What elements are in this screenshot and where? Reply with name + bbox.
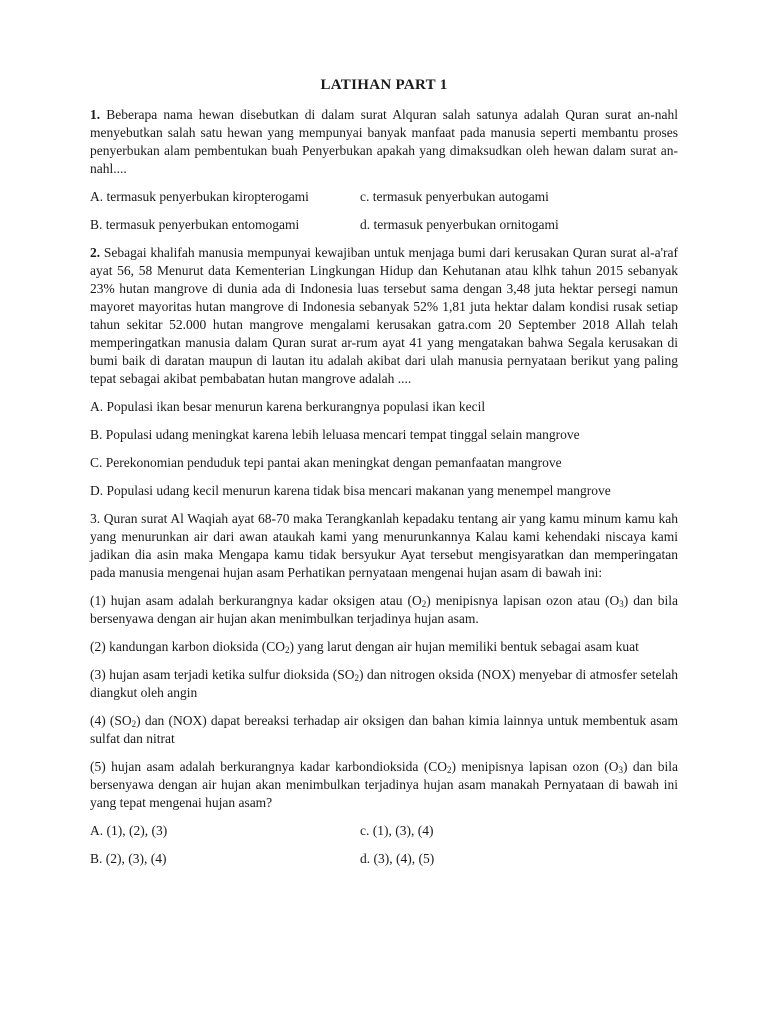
statement-4-part-a: (4) (SO <box>90 713 132 728</box>
q2-option-c: C. Perekonomian penduduk tepi pantai akan meningkat dengan pemanfaatan mangrove <box>90 455 562 470</box>
statement-5-part-b: ) menipisnya lapisan ozon (O <box>451 759 619 774</box>
statement-4 <box>90 712 678 748</box>
statement-5-part-a: (5) hujan asam adalah berkurangnya kadar karbondioksida (CO <box>90 759 448 774</box>
statement-3-part-a: (3) hujan asam terjadi ketika sulfur dioksida (SO <box>90 667 355 682</box>
q3-option-a: A. (1), (2), (3) <box>90 823 168 838</box>
statement-2-part-b: ) yang larut dengan air hujan memiliki bentuk sebagai asam kuat <box>289 639 639 654</box>
question-2 <box>90 244 678 388</box>
statement-3-sub-1: 2 <box>354 673 360 683</box>
statement-5-sub-2: 3 <box>618 765 624 775</box>
q2-option-d: D. Populasi udang kecil menurun karena tidak bisa mencari makanan yang menempel mangrove <box>90 483 611 498</box>
q3-option-b: B. (2), (3), (4) <box>90 851 167 866</box>
statement-1-sub-2: 3 <box>619 599 624 609</box>
statement-5-part-c: ) dan bila bersenyawa dengan air hujan akan menimbulkan terjadinya hujan asam manakah Pernyataan di bawah ini yang tepat mengenai hujan asam? <box>90 759 679 810</box>
question-1-number: 1. <box>90 107 101 122</box>
q1-option-c: c. termasuk penyerbukan autogami <box>360 189 549 204</box>
q3-option-d: d. (3), (4), (5) <box>360 851 435 866</box>
statement-3 <box>90 666 678 702</box>
statement-2-part-a: (2) kandungan karbon dioksida (CO <box>90 639 285 654</box>
q1-option-b: B. termasuk penyerbukan entomogami <box>90 217 300 232</box>
question-3: 3. Quran surat Al Waqiah ayat 68-70 maka Terangkanlah kepadaku tentang air yang kamu minum kamu kah yang menurunkan air dari awan ataukah kami yang menurunkannya Kalau kami kehendaki niscaya kami jadikan dia asin maka Mengapa kamu tidak bersyukur Ayat tersebut mengisyaratkan dan memperingatan pada manusia mengenai hujan asam Perhatikan pernyataan mengenai hujan asam di bawah ini: <box>90 511 678 580</box>
statement-3-part-b: ) dan nitrogen oksida (NOX) menyebar di atmosfer setelah diangkut oleh angin <box>90 667 678 700</box>
statement-1 <box>90 592 678 628</box>
question-2-number: 2. <box>90 245 101 260</box>
question-1-text: Beberapa nama hewan disebutkan di dalam surat Alquran salah satunya adalah Quran surat an-nahl menyebutkan salah satu hewan yang mempunyai banyak manfaat pada manusia seperti membantu proses penyerbukan alam pembentukan buah Penyerbukan apakah yang dimaksudkan oleh hewan dalam surat an-nahl.... <box>90 107 678 176</box>
statement-4-sub-1: 2 <box>131 719 137 729</box>
statement-5-sub-1: 2 <box>447 765 452 775</box>
statement-1-sub-1: 2 <box>421 599 427 609</box>
question-1-options <box>90 188 678 234</box>
q3-option-c: c. (1), (3), (4) <box>360 823 434 838</box>
question-2-text: Sebagai khalifah manusia mempunyai kewajiban untuk menjaga bumi dari kerusakan Quran surat al-a'raf ayat 56, 58 Menurut data Kementerian Lingkungan Hidup dan Kehutanan atau klhk tahun 2015 sebanyak 23% hutan mangrove di dunia ada di Indonesia luas tersebut sama dengan 3,48 juta hektar persegi namun mayoret mayoritas hutan mangrove di Indonesia sebanyak 52% 1,81 juta hektar dalam kondisi rusak setiap tahun sekitar 52.000 hutan mangrove mengalami kerusakan gatra.com 20 September 2018 Allah telah memperingatkan manusia dalam Quran surat ar-rum ayat 41 yang mengatakan bahwa Segala kerusakan di bumi baik di daratan maupun di lautan itu adalah akibat dari ulah manusia pernyataan berikut yang paling tepat sebagai akibat pembabatan hutan mangrove adalah .... <box>90 245 678 386</box>
statement-5 <box>90 758 678 812</box>
page-title: LATIHAN PART 1 <box>320 77 448 93</box>
question-3-options <box>90 822 678 868</box>
question-1 <box>90 106 678 178</box>
statement-1-part-b: ) menipisnya lapisan ozon atau (O <box>426 593 620 608</box>
q1-option-d: d. termasuk penyerbukan ornitogami <box>360 217 559 232</box>
statement-1-part-c: ) dan bila bersenyawa dengan air hujan akan menimbulkan terjadinya hujan asam. <box>90 593 679 626</box>
statement-4-part-b: ) dan (NOX) dapat bereaksi terhadap air oksigen dan bahan kimia lainnya untuk membentuk asam sulfat dan nitrat <box>90 713 678 746</box>
q2-option-a: A. Populasi ikan besar menurun karena berkurangnya populasi ikan kecil <box>90 399 486 414</box>
statement-2 <box>90 638 678 656</box>
q2-option-b: B. Populasi udang meningkat karena lebih leluasa mencari tempat tinggal selain mangrove <box>90 427 580 442</box>
q1-option-a: A. termasuk penyerbukan kiropterogami <box>90 189 309 204</box>
statement-1-part-a: (1) hujan asam adalah berkurangnya kadar oksigen atau (O <box>90 593 422 608</box>
statement-2-sub-1: 2 <box>284 645 290 655</box>
